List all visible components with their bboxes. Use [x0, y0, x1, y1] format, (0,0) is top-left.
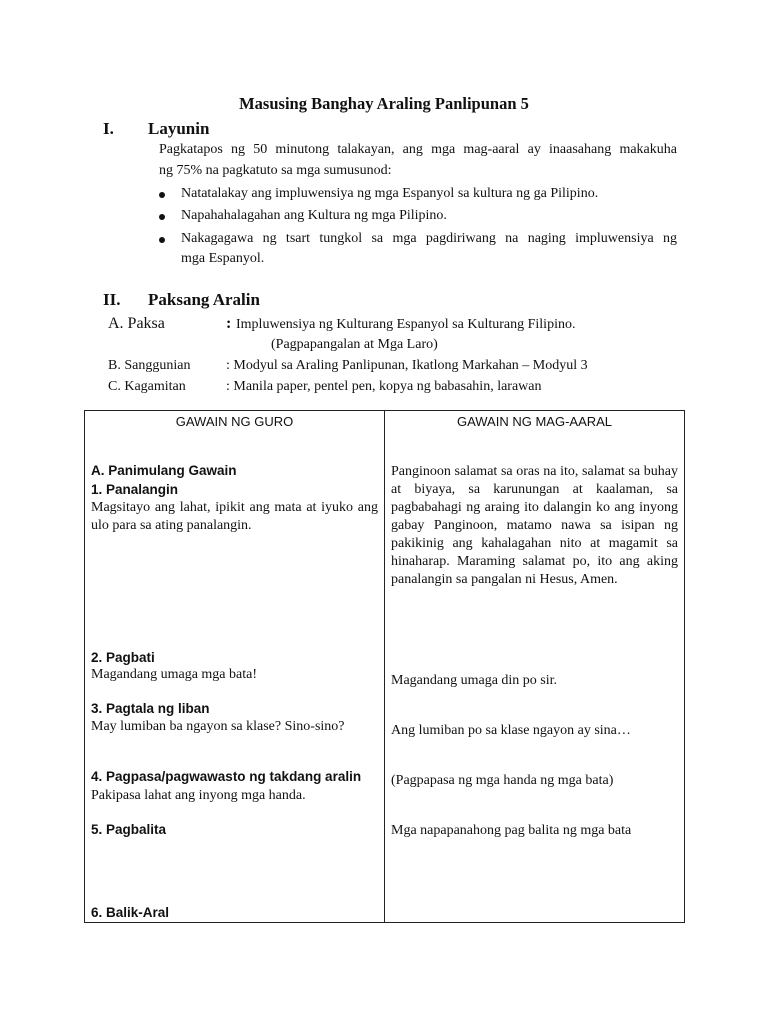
- bullet-dot-icon: [159, 237, 165, 243]
- guro-pagpasa-text: Pakipasa lahat ang inyong mga handa.: [91, 788, 306, 803]
- paksa-value: Impluwensiya ng Kulturang Espanyol sa Kulturang Filipino.: [236, 317, 576, 332]
- layunin-intro-line1: Pagkatapos ng 50 minutong talakayan, ang mga mag-aaral ay inaasahang makakuha: [159, 142, 677, 157]
- guro-pagbati-text: Magandang umaga mga bata!: [91, 667, 257, 682]
- layunin-intro-line2: ng 75% na pagkatuto sa mga sumusunod:: [159, 163, 392, 178]
- guro-pagtala-text: May lumiban ba ngayon sa klase? Sino-sino?: [91, 719, 345, 734]
- sanggunian-label: B. Sanggunian: [108, 358, 191, 373]
- section-number-layunin: I.: [103, 119, 114, 138]
- balik-aral-heading: 6. Balik-Aral: [91, 905, 170, 920]
- section-title-paksang-aralin: Paksang Aralin: [148, 290, 260, 309]
- paksa-label: A. Paksa: [108, 315, 165, 332]
- layunin-bullet-2: Napahahalagahan ang Kultura ng mga Pilipino.: [181, 208, 447, 223]
- kagamitan-value: : Manila paper, pentel pen, kopya ng babasahin, larawan: [226, 379, 542, 394]
- lesson-activity-table: [84, 410, 685, 923]
- page-title: Masusing Banghay Araling Panlipunan 5: [239, 94, 529, 113]
- layunin-bullet-1: Natatalakay ang impluwensiya ng mga Espanyol sa kultura ng ga Pilipino.: [181, 186, 599, 201]
- paksa-colon: :: [226, 315, 232, 332]
- panimulang-gawain-heading: A. Panimulang Gawain: [91, 463, 237, 478]
- guro-column: [85, 411, 385, 923]
- magaaral-pagbalita-text: Mga napapanahong pag balita ng mga bata: [391, 823, 632, 838]
- panalangin-heading: 1. Panalangin: [91, 482, 179, 497]
- magaaral-pagtala-text: Ang lumiban po sa klase ngayon ay sina…: [391, 723, 631, 738]
- header-gawain-ng-magaaral: GAWAIN NG MAG-AARAL: [456, 414, 613, 429]
- bullet-dot-icon: [159, 214, 165, 220]
- paksa-subtitle: (Pagpapangalan at Mga Laro): [271, 337, 438, 352]
- guro-panalangin-text: Magsitayo ang lahat, ipikit ang mata at iyuko ang ulo para sa ating panalangin.: [91, 500, 378, 533]
- kagamitan-label: C. Kagamitan: [108, 379, 186, 394]
- pagtala-heading: 3. Pagtala ng liban: [91, 701, 210, 716]
- pagpasa-heading: 4. Pagpasa/pagwawasto ng takdang aralin: [91, 769, 362, 784]
- section-title-layunin: Layunin: [148, 119, 210, 138]
- magaaral-pagbati-text: Magandang umaga din po sir.: [391, 673, 558, 688]
- magaaral-column: [385, 411, 685, 923]
- magaaral-pagpasa-text: (Pagpapasa ng mga handa ng mga bata): [391, 773, 614, 788]
- pagbati-heading: 2. Pagbati: [91, 650, 155, 665]
- sanggunian-value: : Modyul sa Araling Panlipunan, Ikatlong Markahan – Modyul 3: [226, 358, 588, 373]
- layunin-bullet-3-cont: mga Espanyol.: [181, 251, 265, 266]
- header-gawain-ng-guro: GAWAIN NG GURO: [175, 414, 294, 429]
- section-number-paksang-aralin: II.: [103, 290, 121, 309]
- bullet-dot-icon: [159, 192, 165, 198]
- layunin-bullet-3: Nakagagawa ng tsart tungkol sa mga pagdiriwang na naging impluwensiya ng: [181, 231, 677, 246]
- magaaral-panalangin-text: Panginoon salamat sa oras na ito, salamat sa buhay at biyaya, sa karunungan at kaalaman, sa pagbabahagi ng araing ito dalangin ko ang inyong gabay Panginoon, matamo nawa sa isipan ng pakikinig ang kahalagahan nito at magamit sa hinaharap. Maraming salamat po, ito ang aking panalangin sa pangalan ni Hesus, Amen.: [391, 464, 678, 587]
- pagbalita-heading: 5. Pagbalita: [91, 822, 167, 837]
